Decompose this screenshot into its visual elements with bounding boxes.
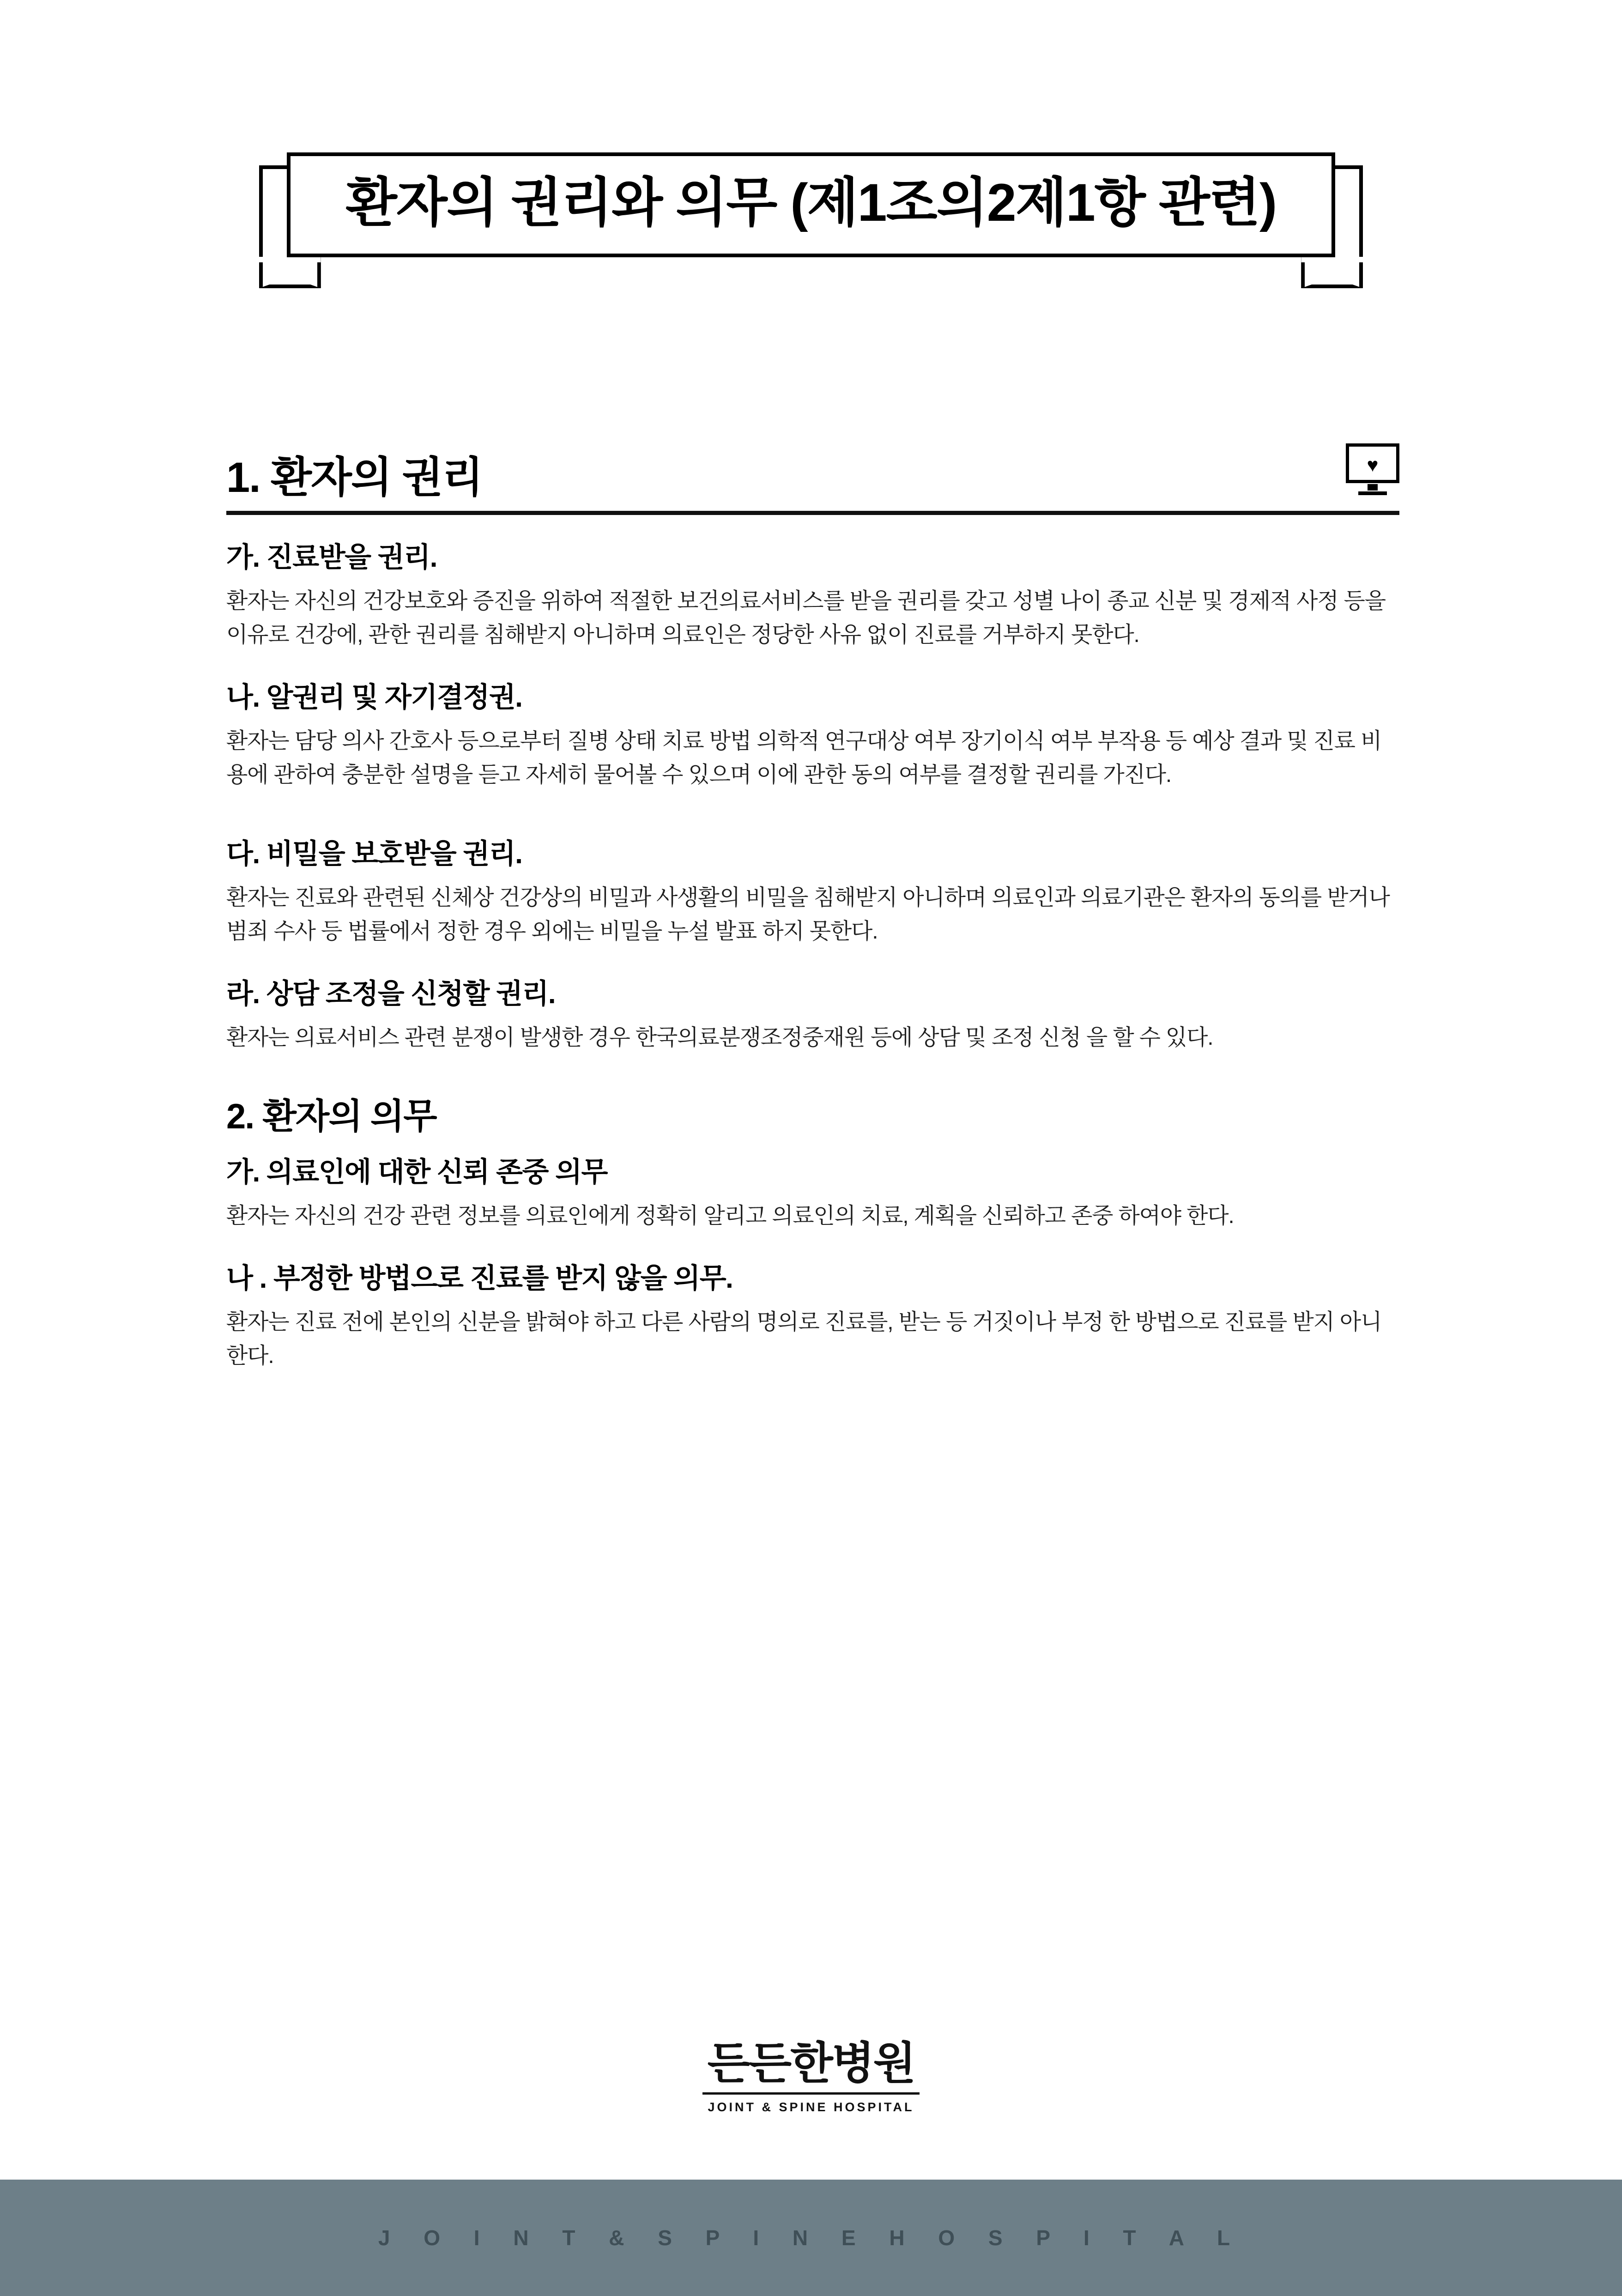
duty-item-1 — [226, 1155, 1399, 1233]
section-1-header — [226, 443, 1399, 499]
title-banner — [0, 152, 1622, 257]
right-item-1-heading: 가. 진료받을 권리. — [226, 542, 437, 573]
right-item-1 — [226, 540, 1399, 652]
right-item-3-body: 환자는 진료와 관련된 신체상 건강상의 비밀과 사생활의 비밀을 침해받지 아니하며 의료인과 의료기관은 환자의 동의를 받거나 범죄 수사 등 법률에서 정한 경우 외에는 비밀을 누설 발표 하지 못한다. — [226, 885, 1390, 944]
footer-text: J O I N T & S P I N E H O S P I T A L — [378, 2226, 1244, 2250]
footer-band — [0, 2180, 1622, 2296]
right-item-3-heading: 다. 비밀을 보호받을 권리. — [226, 838, 522, 869]
monitor-heart-icon: ♥ — [1346, 443, 1399, 495]
logo-subtitle: JOINT & SPINE HOSPITAL — [708, 2100, 914, 2114]
right-item-3 — [226, 836, 1399, 949]
right-item-2-body: 환자는 담당 의사 간호사 등으로부터 질병 상태 치료 방법 의학적 연구대상 여부 장기이식 여부 부작용 등 예상 결과 및 진료 비용에 관하여 충분한 설명을 듣고 자세히 물어볼 수 있으며 이에 관한 동의 여부를 결정할 권리를 가진다. — [226, 728, 1382, 787]
document-title: 환자의 권리와 의무 (제1조의2제1항 관련) — [345, 173, 1277, 232]
duty-item-2 — [226, 1261, 1399, 1373]
ribbon-notch-right — [1301, 257, 1363, 288]
section-1-title: 1. 환자의 권리 — [226, 454, 483, 501]
right-item-4-body: 환자는 의료서비스 관련 분쟁이 발생한 경우 한국의료분쟁조정중재원 등에 상담 및 조정 신청 을 할 수 있다. — [226, 1025, 1213, 1050]
right-item-1-body: 환자는 자신의 건강보호와 증진을 위하여 적절한 보건의료서비스를 받을 권리를 갖고 성별 나이 종교 신분 및 경제적 사정 등을 이유로 건강에, 관한 권리를 침해받지 아니하며 의료인은 정당한 사유 없이 진료를 거부하지 못한다. — [226, 589, 1386, 647]
right-item-4-heading: 라. 상담 조정을 신청할 권리. — [226, 978, 556, 1009]
right-item-2-heading: 나. 알권리 및 자기결정권. — [226, 681, 522, 713]
section-1-divider — [226, 511, 1399, 515]
ribbon-notch-left — [259, 257, 321, 288]
document-content — [226, 443, 1399, 1401]
duty-item-1-heading: 가. 의료인에 대한 신뢰 존중 의무 — [226, 1156, 607, 1187]
logo-underline — [702, 2092, 920, 2095]
duty-item-1-body: 환자는 자신의 건강 관련 정보를 의료인에게 정확히 알리고 의료인의 치료, 계획을 신뢰하고 존중 하여야 한다. — [226, 1203, 1234, 1228]
logo-name: 든든한병원 — [707, 2039, 915, 2088]
banner-box — [287, 152, 1336, 257]
right-item-2 — [226, 680, 1399, 792]
duty-item-2-body: 환자는 진료 전에 본인의 신분을 밝혀야 하고 다른 사람의 명의로 진료를, 받는 등 거짓이나 부정 한 방법으로 진료를 받지 아니한다. — [226, 1309, 1382, 1368]
duty-item-2-heading: 나 . 부정한 방법으로 진료를 받지 않을 의무. — [226, 1262, 733, 1294]
section-2-title: 2. 환자의 의무 — [226, 1097, 436, 1136]
right-item-4 — [226, 976, 1399, 1055]
hospital-logo — [0, 2039, 1622, 2114]
